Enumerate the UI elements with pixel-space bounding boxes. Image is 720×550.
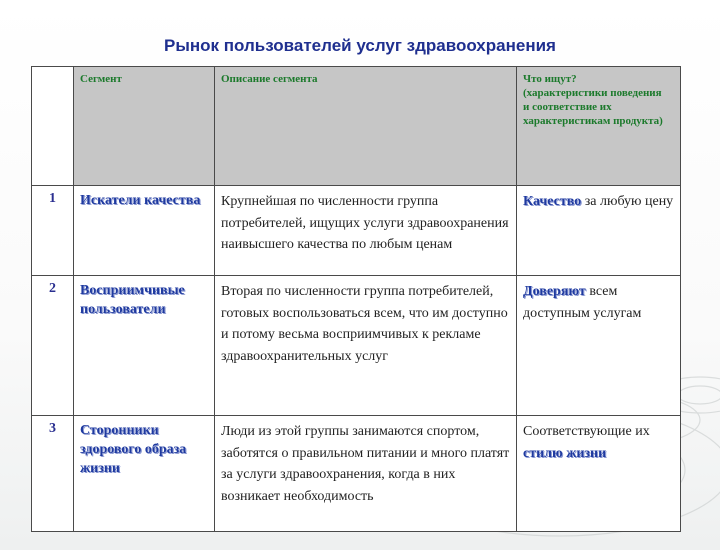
- segment-description: Вторая по численности группа потребителей, готовых воспользоваться всем, что им доступно и потому весьма восприимчивых к рекламе здравоохранительных услуг: [221, 284, 508, 364]
- segment-table: [31, 66, 681, 532]
- segment-name: Сторонники здорового образа жизни: [80, 423, 187, 476]
- segment-name: Восприимчивые пользователи: [80, 283, 185, 317]
- seeking-rest: за любую цену: [581, 194, 674, 209]
- seeking-highlight: стилю жизни: [523, 445, 607, 461]
- description-cell: [215, 276, 517, 416]
- seeking-text: [523, 191, 674, 213]
- segment-cell: [74, 276, 215, 416]
- seeking-rest: всем доступным услугам: [523, 284, 642, 321]
- segment-cell: [74, 416, 215, 532]
- header-segment-label: Сегмент: [80, 73, 122, 85]
- seeking-text: [523, 421, 674, 464]
- seeking-rest: Соответствующие их: [523, 424, 650, 439]
- table-header-row: [32, 67, 681, 186]
- description-cell: [215, 186, 517, 276]
- seeking-cell: [517, 186, 681, 276]
- row-number: 1: [32, 186, 74, 276]
- row-number: 2: [32, 276, 74, 416]
- table-row: [32, 276, 681, 416]
- table-row: [32, 416, 681, 532]
- seeking-cell: [517, 416, 681, 532]
- header-seeking-cell: [517, 67, 681, 186]
- segment-description: Люди из этой группы занимаются спортом, заботятся о правильном питании и много платят за услуги здравоохранения, когда в них возникает необходимость: [221, 424, 510, 504]
- seeking-cell: [517, 276, 681, 416]
- header-description-cell: [215, 67, 517, 186]
- row-number: 3: [32, 416, 74, 532]
- seeking-text: [523, 281, 674, 324]
- page-title: Рынок пользователей услуг здравоохранения: [164, 36, 556, 55]
- header-number-cell: [32, 67, 74, 186]
- header-seeking-line3: и соответствие их характеристикам продукта): [523, 101, 663, 127]
- header-description-label: Описание сегмента: [221, 73, 318, 85]
- header-seeking-line1: Что ищут?: [523, 73, 577, 85]
- segment-name: Искатели качества: [80, 193, 201, 208]
- seeking-highlight: Качество: [523, 194, 582, 209]
- table-row: [32, 186, 681, 276]
- header-segment-cell: [74, 67, 215, 186]
- header-seeking-line2: (характеристики поведения: [523, 87, 662, 99]
- seeking-highlight: Доверяют: [523, 284, 586, 299]
- segment-description: Крупнейшая по численности группа потребителей, ищущих услуги здравоохранения наивысшего качества по любым ценам: [221, 194, 509, 252]
- segment-cell: [74, 186, 215, 276]
- description-cell: [215, 416, 517, 532]
